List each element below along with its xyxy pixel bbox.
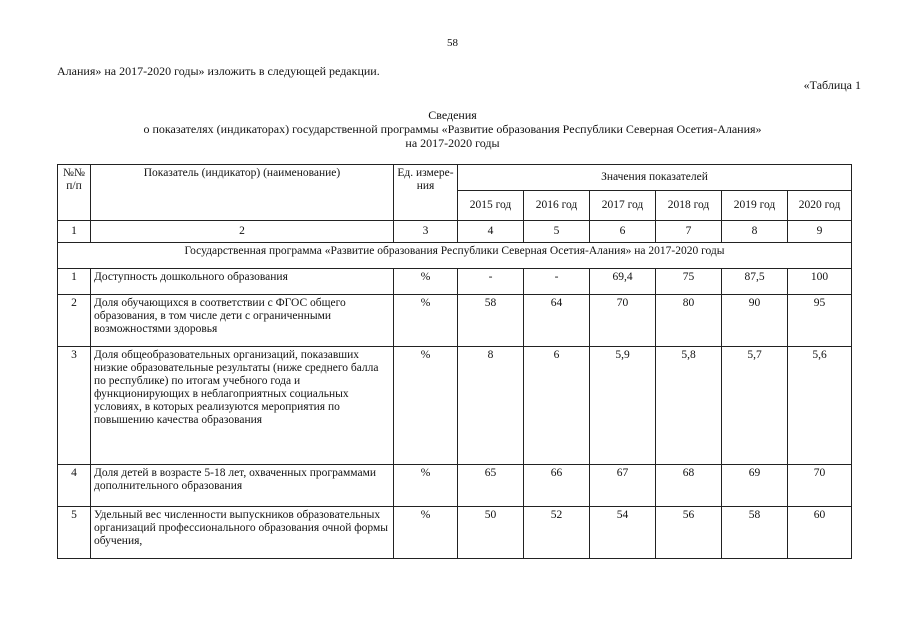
section-title: Государственная программа «Развитие образования Республики Северная Осетия-Алания» на 2017-2020 годы [58,243,852,269]
value-cell: - [524,269,590,295]
column-number: 4 [458,221,524,243]
value-cell: 64 [524,295,590,347]
column-number: 1 [58,221,91,243]
row-number: 1 [58,269,91,295]
value-cell: 95 [788,295,852,347]
value-cell: 70 [590,295,656,347]
column-number: 8 [722,221,788,243]
table-caption [0,108,905,150]
header-year: 2017 год [590,191,656,221]
value-cell: 5,6 [788,347,852,465]
column-number: 2 [91,221,394,243]
table-row [58,295,852,347]
header-indicator: Показатель (индикатор) (наименование) [91,165,394,221]
value-cell: 56 [656,507,722,559]
table-row [58,269,852,295]
value-cell: 66 [524,465,590,507]
value-cell: 75 [656,269,722,295]
value-cell: 65 [458,465,524,507]
section-row [58,243,852,269]
indicator-name: Доля общеобразовательных организаций, показавших низкие образовательные результаты (ниже среднего балла по республике) по итогам учебного года и функционирующих в неблагоприятных социальных условиях, в которых реализуются мероприятия по повышению качества образования [91,347,394,465]
unit-cell: % [394,269,458,295]
caption-line-3: на 2017-2020 годы [405,136,500,150]
value-cell: 68 [656,465,722,507]
row-number: 5 [58,507,91,559]
value-cell: 6 [524,347,590,465]
value-cell: 60 [788,507,852,559]
table-row [58,347,852,465]
value-cell: 50 [458,507,524,559]
value-cell: 5,7 [722,347,788,465]
table-row [58,507,852,559]
value-cell: 70 [788,465,852,507]
header-year: 2015 год [458,191,524,221]
header-num: №№ п/п [58,165,91,221]
indicator-name: Доступность дошкольного образования [91,269,394,295]
value-cell: 90 [722,295,788,347]
value-cell: 58 [722,507,788,559]
row-number: 4 [58,465,91,507]
value-cell: 52 [524,507,590,559]
value-cell: 58 [458,295,524,347]
header-year: 2019 год [722,191,788,221]
indicators-table [57,164,852,559]
indicator-name: Доля обучающихся в соответствии с ФГОС общего образования, в том числе дети с ограниченными возможностями здоровья [91,295,394,347]
header-year: 2020 год [788,191,852,221]
caption-line-2: о показателях (индикаторах) государственной программы «Развитие образования Республики Северная Осетия-Алания» [143,122,762,136]
value-cell: 54 [590,507,656,559]
column-number: 9 [788,221,852,243]
column-numbering-row [58,221,852,243]
value-cell: 5,8 [656,347,722,465]
value-cell: 67 [590,465,656,507]
header-year: 2016 год [524,191,590,221]
value-cell: 80 [656,295,722,347]
value-cell: 87,5 [722,269,788,295]
column-number: 7 [656,221,722,243]
header-row-1 [58,165,852,191]
indicator-name: Доля детей в возрасте 5-18 лет, охваченных программами дополнительного образования [91,465,394,507]
header-values-group: Значения показателей [458,165,852,191]
indicator-name: Удельный вес численности выпускников образовательных организаций профессионального образования очной формы обучения, [91,507,394,559]
unit-cell: % [394,507,458,559]
column-number: 3 [394,221,458,243]
value-cell: 69,4 [590,269,656,295]
value-cell: - [458,269,524,295]
column-number: 6 [590,221,656,243]
value-cell: 69 [722,465,788,507]
row-number: 2 [58,295,91,347]
caption-line-1: Сведения [428,108,477,122]
unit-cell: % [394,295,458,347]
table-reference: «Таблица 1 [803,78,861,92]
value-cell: 100 [788,269,852,295]
table-row [58,465,852,507]
unit-cell: % [394,465,458,507]
value-cell: 8 [458,347,524,465]
unit-cell: % [394,347,458,465]
header-unit: Ед. измере-ния [394,165,458,221]
row-number: 3 [58,347,91,465]
intro-text: Алания» на 2017-2020 годы» изложить в следующей редакции. [57,64,380,78]
header-year: 2018 год [656,191,722,221]
page-number: 58 [447,37,458,49]
value-cell: 5,9 [590,347,656,465]
column-number: 5 [524,221,590,243]
